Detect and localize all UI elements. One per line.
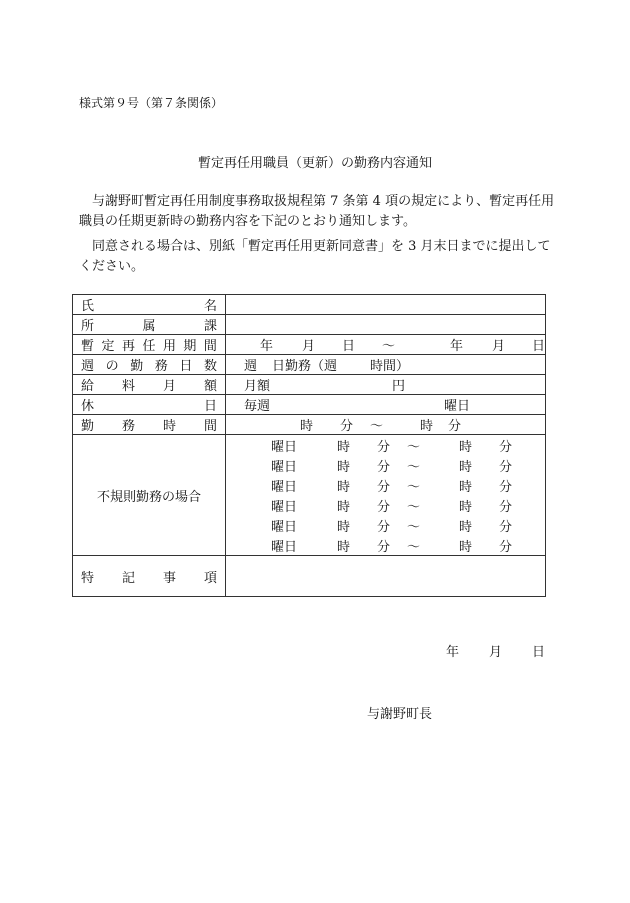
name-label: 氏 名: [73, 295, 226, 315]
salary-label: 給 料 月 額: [73, 375, 226, 395]
employment-terms-table: [72, 294, 546, 597]
irregular-schedule-row: [73, 435, 546, 556]
department-row: [73, 315, 546, 335]
irregular-schedule-line: 曜日 時 分 ～ 時 分: [270, 539, 512, 555]
notice-paragraph-2: 同意される場合は、別紙「暫定再任用更新同意書」を 3 月末日までに提出してください。: [79, 239, 551, 274]
issuer-name: 与謝野町長: [367, 707, 433, 722]
working-days-label: 週 の 勤 務 日 数: [73, 355, 226, 375]
holiday-row: [73, 395, 546, 415]
notice-paragraph-1: 与謝野町暫定再任用制度事務取扱規程第 7 条第 4 項の規定により、暫定再任用職員の任期更新時の勤務内容を下記のとおり通知します。: [79, 194, 555, 229]
irregular-schedule-line: 曜日 時 分 ～ 時 分: [270, 439, 512, 455]
working-hours-field[interactable]: 時 分 ～ 時 分: [225, 415, 545, 435]
irregular-schedule-label: 不規則勤務の場合: [73, 435, 226, 556]
irregular-schedule-line: 曜日 時 分 ～ 時 分: [270, 479, 512, 495]
name-row: [73, 295, 546, 315]
holiday-field[interactable]: 毎週 曜日: [225, 395, 545, 415]
department-field[interactable]: [225, 315, 545, 335]
salary-field[interactable]: 月額 円: [225, 375, 545, 395]
irregular-schedule-line: 曜日 時 分 ～ 時 分: [270, 459, 512, 475]
irregular-schedule-line: 曜日 時 分 ～ 時 分: [270, 499, 512, 515]
working-hours-label: 勤 務 時 間: [73, 415, 226, 435]
salary-row: [73, 375, 546, 395]
working-days-field[interactable]: 週 日勤務（週 時間）: [225, 355, 545, 375]
period-row: [73, 335, 546, 355]
period-field[interactable]: 年 月 日 ～ 年 月 日: [225, 335, 545, 355]
issue-date: 年 月 日: [446, 645, 546, 660]
working-hours-row: [73, 415, 546, 435]
department-label: 所 属 課: [73, 315, 226, 335]
holiday-label: 休 日: [73, 395, 226, 415]
special-notes-field[interactable]: [225, 556, 545, 597]
period-label: 暫 定 再 任 用 期 間: [73, 335, 226, 355]
working-days-row: [73, 355, 546, 375]
special-notes-label: 特 記 事 項: [73, 556, 226, 597]
name-field[interactable]: [225, 295, 545, 315]
irregular-schedule-field[interactable]: [225, 435, 545, 556]
irregular-schedule-line: 曜日 時 分 ～ 時 分: [270, 519, 512, 535]
document-title: 暫定再任用職員（更新）の勤務内容通知: [197, 156, 432, 171]
special-notes-row: [73, 556, 546, 597]
form-number: 様式第９号（第７条関係）: [79, 96, 224, 110]
